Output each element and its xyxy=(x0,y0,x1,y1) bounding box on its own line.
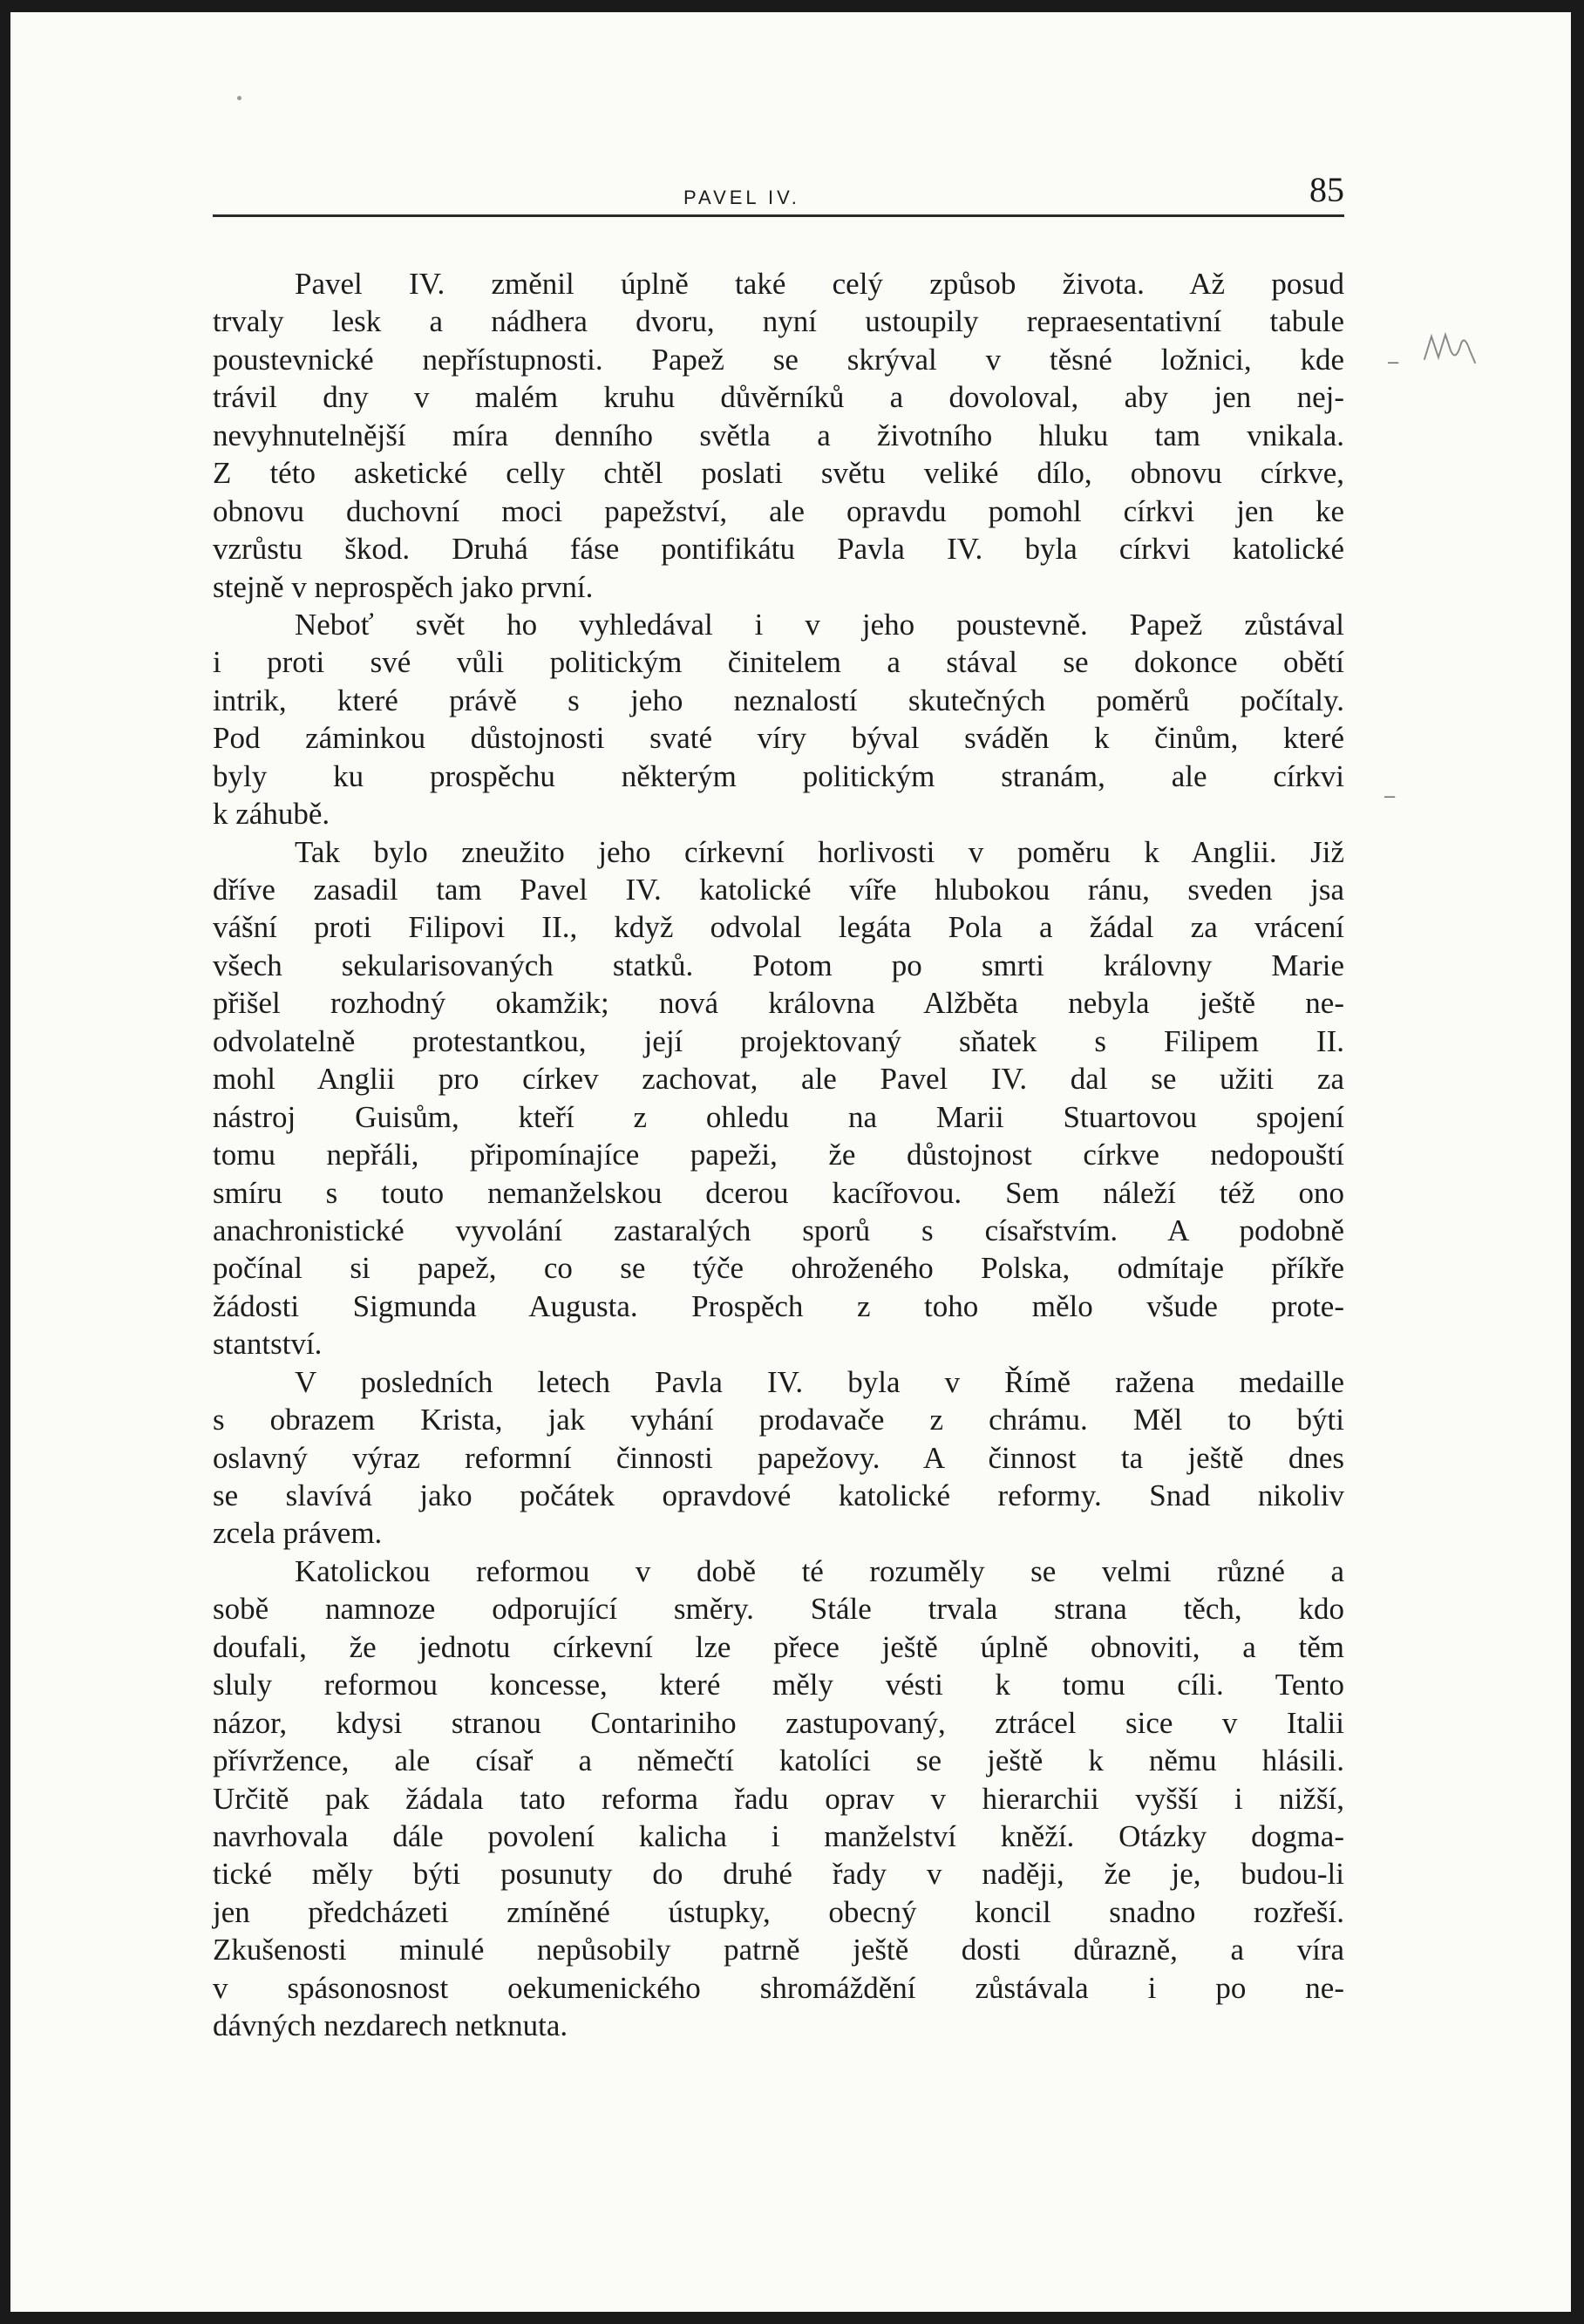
text-line: sobě namnoze odporující směry. Stále trvala strana těch, kdo xyxy=(213,1592,1344,1627)
margin-dash-mark: – xyxy=(1384,785,1396,806)
text-line: poustevnické nepřístupnosti. Papež se skrýval v těsné ložnici, kde xyxy=(213,342,1344,377)
text-line: dávných nezdarech netknuta. xyxy=(213,2008,568,2043)
page-header xyxy=(213,170,1344,213)
book-page xyxy=(10,12,1571,2312)
text-line: sluly reformou koncesse, které měly vésti k tomu cíli. Tento xyxy=(213,1668,1344,1702)
margin-dash-mark: – xyxy=(1388,350,1399,372)
text-line: Tak bylo zneužito jeho církevní horlivosti v poměru k Anglii. Již xyxy=(295,834,1344,869)
running-head: PAVEL IV. xyxy=(683,187,800,208)
text-line: dříve zasadil tam Pavel IV. katolické víře hlubokou ránu, sveden jsa xyxy=(213,873,1344,907)
text-line: smíru s touto nemanželskou dcerou kacířovou. Sem náleží též ono xyxy=(213,1175,1344,1210)
text-line: trvaly lesk a nádhera dvoru, nyní ustoupily repraesentativní tabule xyxy=(213,304,1344,339)
text-line: názor, kdysi stranou Contariniho zastupovaný, ztrácel sice v Italii xyxy=(213,1705,1344,1740)
text-line: Určitě pak žádala tato reforma řadu oprav v hierarchii vyšší i nižší, xyxy=(213,1781,1344,1816)
text-line: Katolickou reformou v době té rozuměly se velmi různé a xyxy=(295,1553,1344,1588)
text-line: Zkušenosti minulé nepůsobily patrně ještě dosti důrazně, a víra xyxy=(213,1933,1344,1967)
text-line: Pod záminkou důstojnosti svaté víry býval sváděn k činům, které xyxy=(213,721,1344,756)
text-line: přišel rozhodný okamžik; nová královna Alžběta nebyla ještě ne- xyxy=(213,986,1344,1021)
text-line: V posledních letech Pavla IV. byla v Římě ražena medaille xyxy=(295,1364,1344,1399)
text-line: Pavel IV. změnil úplně také celý způsob života. Až posud xyxy=(295,267,1344,301)
text-line: nástroj Guisům, kteří z ohledu na Marii Stuartovou spojení xyxy=(213,1099,1344,1134)
text-line: vzrůstu škod. Druhá fáse pontifikátu Pavla IV. byla církvi katolické xyxy=(213,532,1344,567)
text-line: přívržence, ale císař a němečtí katolíci se ještě k němu hlásili. xyxy=(213,1743,1344,1778)
text-line: tomu nepřáli, připomínajíce papeži, že důstojnost církve nedopouští xyxy=(213,1138,1344,1172)
text-line: intrik, které právě s jeho neznalostí skutečných poměrů počítaly. xyxy=(213,683,1344,717)
text-line: se slavívá jako počátek opravdové katolické reformy. Snad nikoliv xyxy=(213,1478,1344,1512)
margin-pencil-scribble xyxy=(1421,324,1491,377)
text-line: byly ku prospěchu některým politickým stranám, ale církvi xyxy=(213,758,1344,793)
text-line: s obrazem Krista, jak vyhání prodavače z chrámu. Měl to býti xyxy=(213,1403,1344,1437)
page-number: 85 xyxy=(1309,170,1344,209)
text-line: oslavný výraz reformní činnosti papežovy. A činnost ta ještě dnes xyxy=(213,1440,1344,1475)
text-line: trávil dny v malém kruhu důvěrníků a dovoloval, aby jen nej- xyxy=(213,380,1344,415)
text-line: Z této asketické celly chtěl poslati světu veliké dílo, obnovu církve, xyxy=(213,456,1344,491)
text-line: navrhovala dále povolení kalicha i manželství kněží. Otázky dogma- xyxy=(213,1818,1344,1853)
text-line: mohl Anglii pro církev zachovat, ale Pavel IV. dal se užiti za xyxy=(213,1062,1344,1097)
text-line: nevyhnutelnější míra denního světla a životního hluku tam vnikala. xyxy=(213,418,1344,452)
text-line: jen předcházeti zmíněné ústupky, obecný koncil snadno rozřeší. xyxy=(213,1894,1344,1929)
text-line: počínal si papež, co se týče ohroženého Polska, odmítaje příkře xyxy=(213,1251,1344,1286)
text-line: tické měly býti posunuty do druhé řady v naději, že je, budou-li xyxy=(213,1857,1344,1892)
text-line: anachronistické vyvolání zastaralých sporů s císařstvím. A podobně xyxy=(213,1213,1344,1247)
text-line: vášní proti Filipovi II., když odvolal legáta Pola a žádal za vrácení xyxy=(213,910,1344,945)
text-line: žádosti Sigmunda Augusta. Prospěch z toho mělo všude prote- xyxy=(213,1288,1344,1323)
text-line: k záhubě. xyxy=(213,797,330,832)
text-line: i proti své vůli politickým činitelem a stával se dokonce obětí xyxy=(213,645,1344,680)
text-line: odvolatelně protestantkou, její projektovaný sňatek s Filipem II. xyxy=(213,1023,1344,1058)
text-line: obnovu duchovní moci papežství, ale opravdu pomohl církvi jen ke xyxy=(213,493,1344,528)
text-line: v spásonosnost oekumenického shromáždění zůstávala i po ne- xyxy=(213,1970,1344,2005)
text-line: zcela právem. xyxy=(213,1516,383,1551)
body-text xyxy=(213,265,1344,2045)
text-line: doufali, že jednotu církevní lze přece ještě úplně obnoviti, a těm xyxy=(213,1629,1344,1664)
text-line: stejně v neprospěch jako první. xyxy=(213,569,594,604)
text-line: všech sekularisovaných statků. Potom po smrti královny Marie xyxy=(213,948,1344,982)
speck-mark xyxy=(237,96,241,100)
text-line: stantství. xyxy=(213,1327,323,1362)
text-line: Neboť svět ho vyhledával i v jeho poustevně. Papež zůstával xyxy=(295,607,1344,642)
header-rule xyxy=(213,214,1344,217)
